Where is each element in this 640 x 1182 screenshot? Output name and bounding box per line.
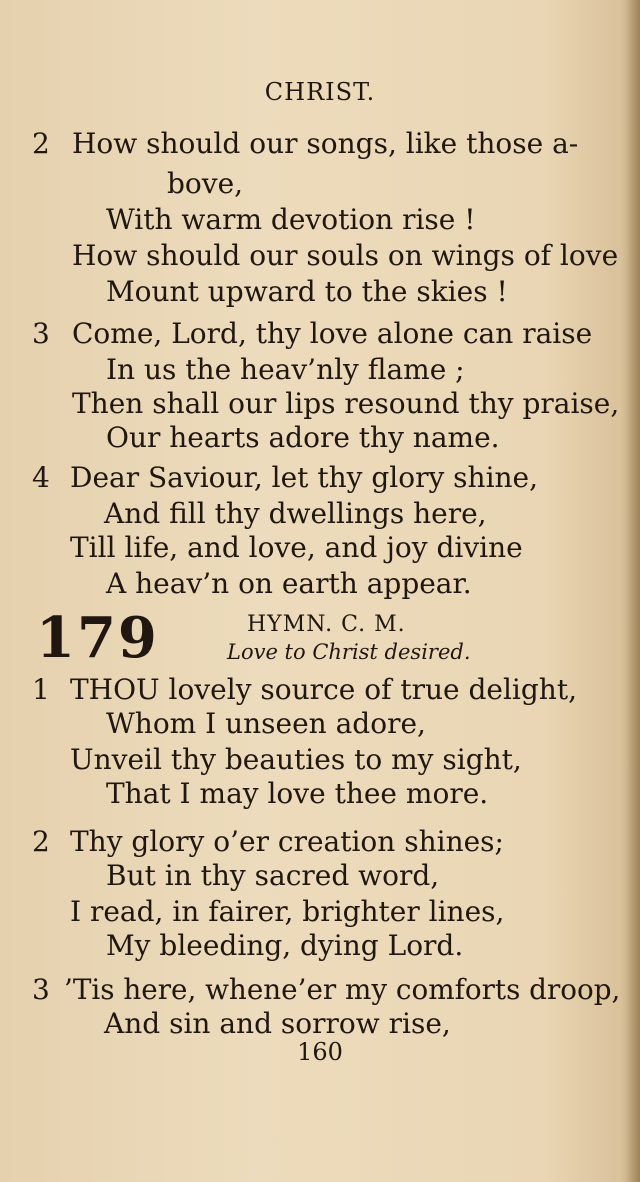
verse-line: How should our souls on wings of love [72,239,619,272]
verse-number: 1 [32,673,50,706]
page-edge-shadow [626,0,640,1182]
verse-line: But in thy sacred word, [106,859,440,892]
verse-line: ’Tis here, whene’er my comforts droop, [64,973,621,1006]
verse-line: Come, Lord, thy love alone can raise [72,317,593,350]
hymn-title: HYMN. C. M. [247,612,406,637]
verse-line: Our hearts adore thy name. [106,421,500,454]
hymn-number: 179 [36,605,159,671]
running-header: CHRIST. [264,78,376,106]
verse-line: And sin and sorrow rise, [104,1007,451,1040]
verse-line: My bleeding, dying Lord. [106,929,464,962]
verse-number: 3 [32,973,50,1006]
verse-line: That I may love thee more. [106,777,489,810]
verse-number: 3 [32,317,50,350]
verse-line: bove, [167,167,244,200]
verse-line: Then shall our lips resound thy praise, [72,387,620,420]
hymn-subtitle: Love to Christ desired. [227,640,471,664]
verse-number: 4 [32,461,50,494]
verse-line: Dear Saviour, let thy glory shine, [70,461,539,494]
verse-line: In us the heav’nly flame ; [106,353,465,386]
verse-line: Till life, and love, and joy divine [70,531,523,564]
verse-line: Unveil thy beauties to my sight, [70,743,522,776]
verse-line: THOU lovely source of true delight, [70,673,577,706]
page-number: 160 [297,1038,343,1066]
verse-line: With warm devotion rise ! [106,203,476,236]
verse-line: How should our songs, like those a- [72,127,579,160]
verse-line: I read, in fairer, brighter lines, [70,895,505,928]
verse-line: Thy glory o’er creation shines; [70,825,504,858]
verse-number: 2 [32,127,50,160]
verse-line: A heav’n on earth appear. [106,567,472,600]
verse-line: And fill thy dwellings here, [104,497,487,530]
verse-line: Mount upward to the skies ! [106,275,508,308]
verse-line: Whom I unseen adore, [106,707,426,740]
verse-number: 2 [32,825,50,858]
